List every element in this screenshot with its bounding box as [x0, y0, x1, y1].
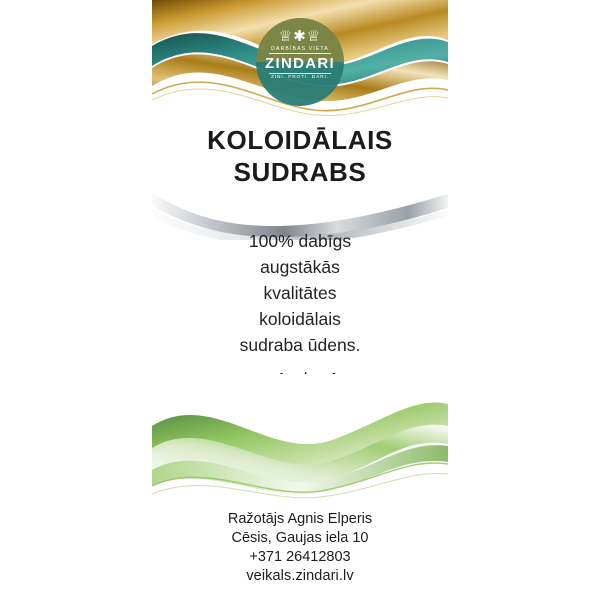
emblem-divider-top [269, 53, 331, 54]
bottom-wave-artwork [152, 374, 448, 504]
product-title-line2: SUDRABS [233, 157, 367, 187]
description-line-3: kvalitātes [263, 283, 337, 303]
description-line-1: 100% dabīgs [248, 231, 352, 251]
manufacturer-address: Cēsis, Gaujas iela 10 [231, 530, 369, 546]
brand-emblem [258, 30, 342, 96]
manufacturer-website: veikals.zindari.lv [246, 568, 354, 584]
product-description [152, 228, 448, 358]
emblem-divider-bottom [269, 73, 331, 74]
manufacturer-block [152, 510, 448, 586]
brand-name: ZINDARI [265, 55, 335, 72]
emblem-top-line: DARBĪBAS VIETA [271, 46, 329, 52]
carton-front-panel [152, 0, 448, 600]
crown-crest-icon: ♕✱♕ [278, 29, 322, 45]
description-line-5: sudraba ūdens. [239, 335, 361, 355]
emblem-tagline: ZINI. PROTI. DARI. [270, 75, 330, 80]
description-line-2: augstākās [260, 257, 340, 277]
manufacturer-phone: +371 26412803 [249, 549, 351, 565]
manufacturer-name: Ražotājs Agnis Elperis [227, 511, 373, 527]
product-title-line1: KOLOIDĀLAIS [207, 125, 393, 155]
description-line-4: koloidālais [259, 309, 341, 329]
